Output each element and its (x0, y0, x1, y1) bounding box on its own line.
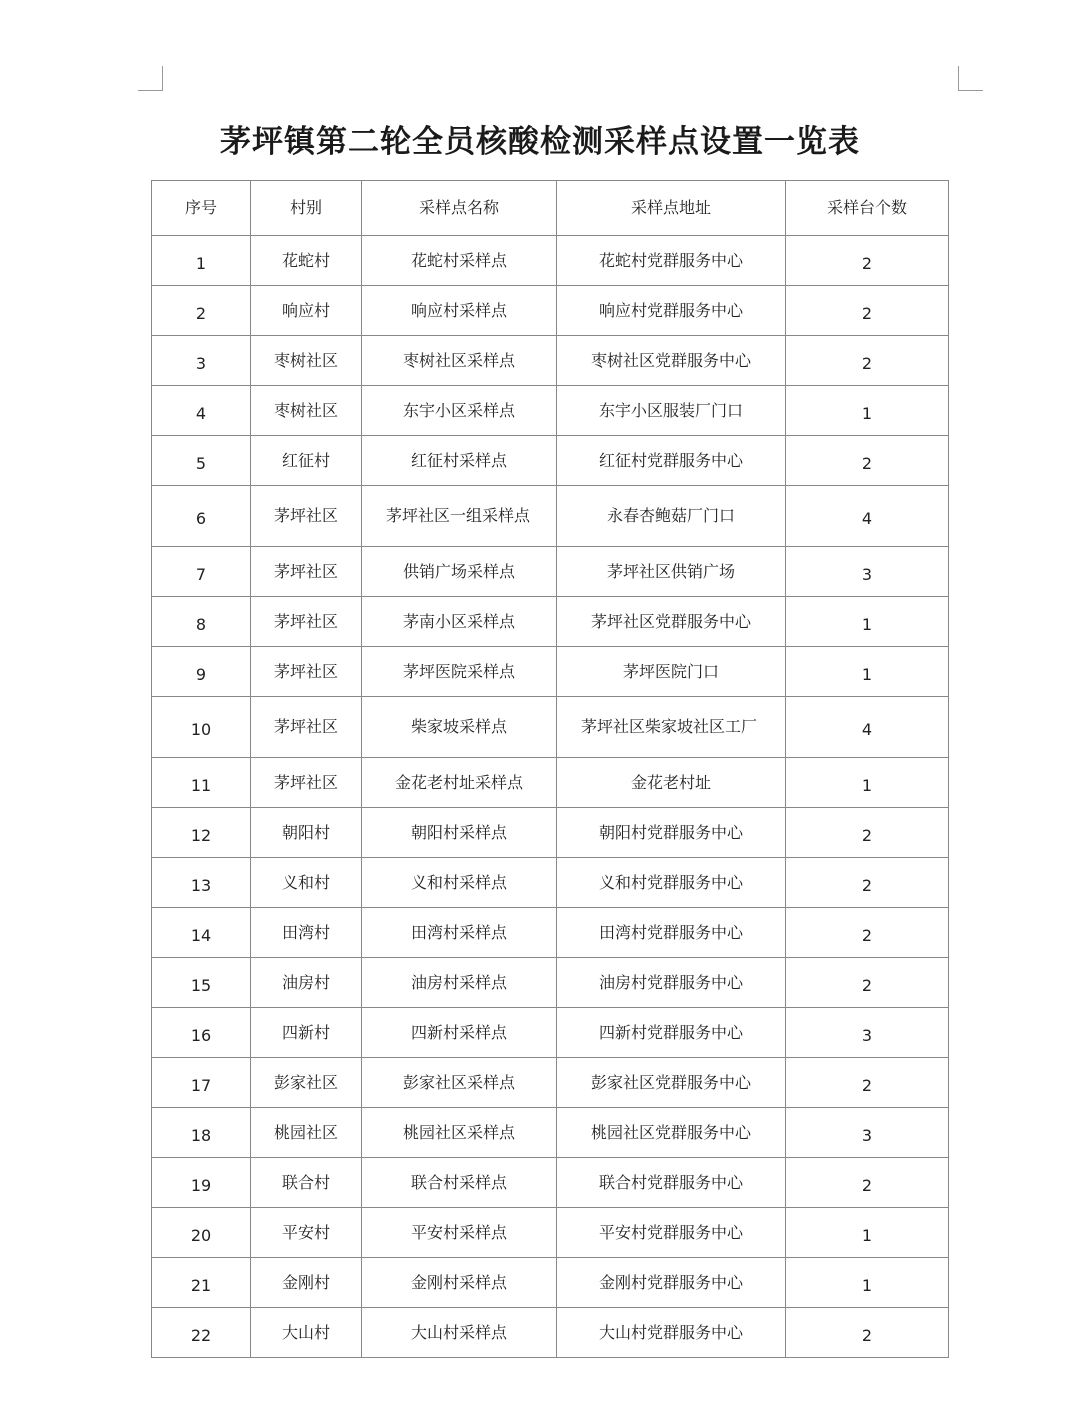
cell-station-count: 1 (786, 758, 949, 808)
cell-station-count: 2 (786, 808, 949, 858)
cell-village: 彭家社区 (251, 1058, 362, 1108)
cell-site-address: 朝阳村党群服务中心 (557, 808, 786, 858)
cell-site-address: 彭家社区党群服务中心 (557, 1058, 786, 1108)
cell-station-count: 2 (786, 1158, 949, 1208)
table-row (152, 1258, 949, 1308)
table-row (152, 286, 949, 336)
cell-site-address: 油房村党群服务中心 (557, 958, 786, 1008)
cell-station-count: 4 (786, 697, 949, 758)
cell-village: 茅坪社区 (251, 647, 362, 697)
cell-site-address: 联合村党群服务中心 (557, 1158, 786, 1208)
header-index: 序号 (152, 181, 251, 236)
cell-site-address: 金刚村党群服务中心 (557, 1258, 786, 1308)
cell-village: 茅坪社区 (251, 597, 362, 647)
cell-index: 13 (152, 858, 251, 908)
table-row (152, 858, 949, 908)
cell-station-count: 1 (786, 386, 949, 436)
cell-village: 大山村 (251, 1308, 362, 1358)
cell-site-name: 四新村采样点 (362, 1008, 557, 1058)
cell-site-address: 东宇小区服装厂门口 (557, 386, 786, 436)
table-header-row (152, 181, 949, 236)
cell-site-name: 东宇小区采样点 (362, 386, 557, 436)
cell-village: 枣树社区 (251, 386, 362, 436)
cell-village: 义和村 (251, 858, 362, 908)
table-row (152, 1158, 949, 1208)
cell-site-address: 金花老村址 (557, 758, 786, 808)
cell-index: 7 (152, 547, 251, 597)
cell-index: 8 (152, 597, 251, 647)
cell-site-name: 供销广场采样点 (362, 547, 557, 597)
cell-station-count: 1 (786, 1258, 949, 1308)
header-village: 村别 (251, 181, 362, 236)
cell-site-name: 金花老村址采样点 (362, 758, 557, 808)
cell-index: 3 (152, 336, 251, 386)
cell-index: 19 (152, 1158, 251, 1208)
cell-village: 枣树社区 (251, 336, 362, 386)
cell-site-name: 响应村采样点 (362, 286, 557, 336)
cell-village: 油房村 (251, 958, 362, 1008)
table-row (152, 436, 949, 486)
cell-site-name: 枣树社区采样点 (362, 336, 557, 386)
cell-village: 平安村 (251, 1208, 362, 1258)
cell-site-name: 平安村采样点 (362, 1208, 557, 1258)
cell-village: 四新村 (251, 1008, 362, 1058)
cell-site-address: 田湾村党群服务中心 (557, 908, 786, 958)
page-corner-mark-right (958, 66, 983, 91)
cell-site-address: 花蛇村党群服务中心 (557, 236, 786, 286)
cell-index: 14 (152, 908, 251, 958)
cell-index: 10 (152, 697, 251, 758)
cell-index: 12 (152, 808, 251, 858)
cell-index: 22 (152, 1308, 251, 1358)
table-row (152, 647, 949, 697)
cell-site-address: 大山村党群服务中心 (557, 1308, 786, 1358)
table-row (152, 1058, 949, 1108)
table-row (152, 758, 949, 808)
cell-site-name: 桃园社区采样点 (362, 1108, 557, 1158)
table-row (152, 697, 949, 758)
cell-index: 18 (152, 1108, 251, 1158)
table-row (152, 1008, 949, 1058)
table-row (152, 597, 949, 647)
cell-index: 4 (152, 386, 251, 436)
cell-station-count: 2 (786, 908, 949, 958)
cell-station-count: 2 (786, 1058, 949, 1108)
cell-site-address: 红征村党群服务中心 (557, 436, 786, 486)
cell-site-address: 枣树社区党群服务中心 (557, 336, 786, 386)
cell-index: 20 (152, 1208, 251, 1258)
table-row (152, 1108, 949, 1158)
cell-site-address: 茅坪社区柴家坡社区工厂 (557, 697, 786, 758)
sampling-sites-table (151, 180, 949, 1358)
cell-index: 11 (152, 758, 251, 808)
cell-site-address: 平安村党群服务中心 (557, 1208, 786, 1258)
cell-station-count: 2 (786, 858, 949, 908)
cell-site-name: 朝阳村采样点 (362, 808, 557, 858)
cell-site-name: 联合村采样点 (362, 1158, 557, 1208)
table-row (152, 1308, 949, 1358)
header-site-address: 采样点地址 (557, 181, 786, 236)
cell-site-name: 金刚村采样点 (362, 1258, 557, 1308)
cell-site-name: 柴家坡采样点 (362, 697, 557, 758)
table-row (152, 336, 949, 386)
cell-site-name: 茅南小区采样点 (362, 597, 557, 647)
cell-station-count: 2 (786, 336, 949, 386)
cell-station-count: 4 (786, 486, 949, 547)
cell-village: 金刚村 (251, 1258, 362, 1308)
page-corner-mark-left (138, 66, 163, 91)
cell-site-address: 四新村党群服务中心 (557, 1008, 786, 1058)
cell-site-address: 茅坪社区党群服务中心 (557, 597, 786, 647)
cell-village: 联合村 (251, 1158, 362, 1208)
cell-station-count: 2 (786, 236, 949, 286)
cell-site-name: 大山村采样点 (362, 1308, 557, 1358)
cell-index: 16 (152, 1008, 251, 1058)
cell-village: 桃园社区 (251, 1108, 362, 1158)
table-row (152, 486, 949, 547)
cell-index: 1 (152, 236, 251, 286)
cell-site-name: 花蛇村采样点 (362, 236, 557, 286)
cell-village: 茅坪社区 (251, 697, 362, 758)
cell-site-name: 彭家社区采样点 (362, 1058, 557, 1108)
cell-village: 红征村 (251, 436, 362, 486)
cell-index: 6 (152, 486, 251, 547)
cell-site-address: 响应村党群服务中心 (557, 286, 786, 336)
cell-station-count: 2 (786, 436, 949, 486)
cell-village: 茅坪社区 (251, 758, 362, 808)
cell-station-count: 1 (786, 647, 949, 697)
cell-station-count: 2 (786, 286, 949, 336)
cell-index: 5 (152, 436, 251, 486)
cell-site-address: 茅坪社区供销广场 (557, 547, 786, 597)
table-row (152, 236, 949, 286)
page-title: 茅坪镇第二轮全员核酸检测采样点设置一览表 (220, 124, 860, 160)
cell-station-count: 1 (786, 597, 949, 647)
header-station-count: 采样台个数 (786, 181, 949, 236)
cell-site-name: 田湾村采样点 (362, 908, 557, 958)
table-row (152, 958, 949, 1008)
cell-village: 茅坪社区 (251, 486, 362, 547)
cell-site-address: 茅坪医院门口 (557, 647, 786, 697)
cell-village: 茅坪社区 (251, 547, 362, 597)
cell-village: 田湾村 (251, 908, 362, 958)
cell-station-count: 2 (786, 958, 949, 1008)
cell-index: 2 (152, 286, 251, 336)
cell-site-name: 红征村采样点 (362, 436, 557, 486)
cell-station-count: 3 (786, 547, 949, 597)
table-row (152, 908, 949, 958)
cell-site-address: 桃园社区党群服务中心 (557, 1108, 786, 1158)
table-row (152, 1208, 949, 1258)
cell-index: 17 (152, 1058, 251, 1108)
cell-station-count: 3 (786, 1108, 949, 1158)
cell-station-count: 3 (786, 1008, 949, 1058)
table-row (152, 386, 949, 436)
cell-site-name: 茅坪医院采样点 (362, 647, 557, 697)
cell-village: 响应村 (251, 286, 362, 336)
cell-site-address: 永春杏鲍菇厂门口 (557, 486, 786, 547)
cell-site-name: 义和村采样点 (362, 858, 557, 908)
cell-village: 朝阳村 (251, 808, 362, 858)
cell-village: 花蛇村 (251, 236, 362, 286)
cell-index: 21 (152, 1258, 251, 1308)
table-row (152, 808, 949, 858)
table-row (152, 547, 949, 597)
cell-index: 9 (152, 647, 251, 697)
cell-site-address: 义和村党群服务中心 (557, 858, 786, 908)
cell-site-name: 茅坪社区一组采样点 (362, 486, 557, 547)
cell-index: 15 (152, 958, 251, 1008)
cell-station-count: 2 (786, 1308, 949, 1358)
cell-site-name: 油房村采样点 (362, 958, 557, 1008)
header-site-name: 采样点名称 (362, 181, 557, 236)
cell-station-count: 1 (786, 1208, 949, 1258)
